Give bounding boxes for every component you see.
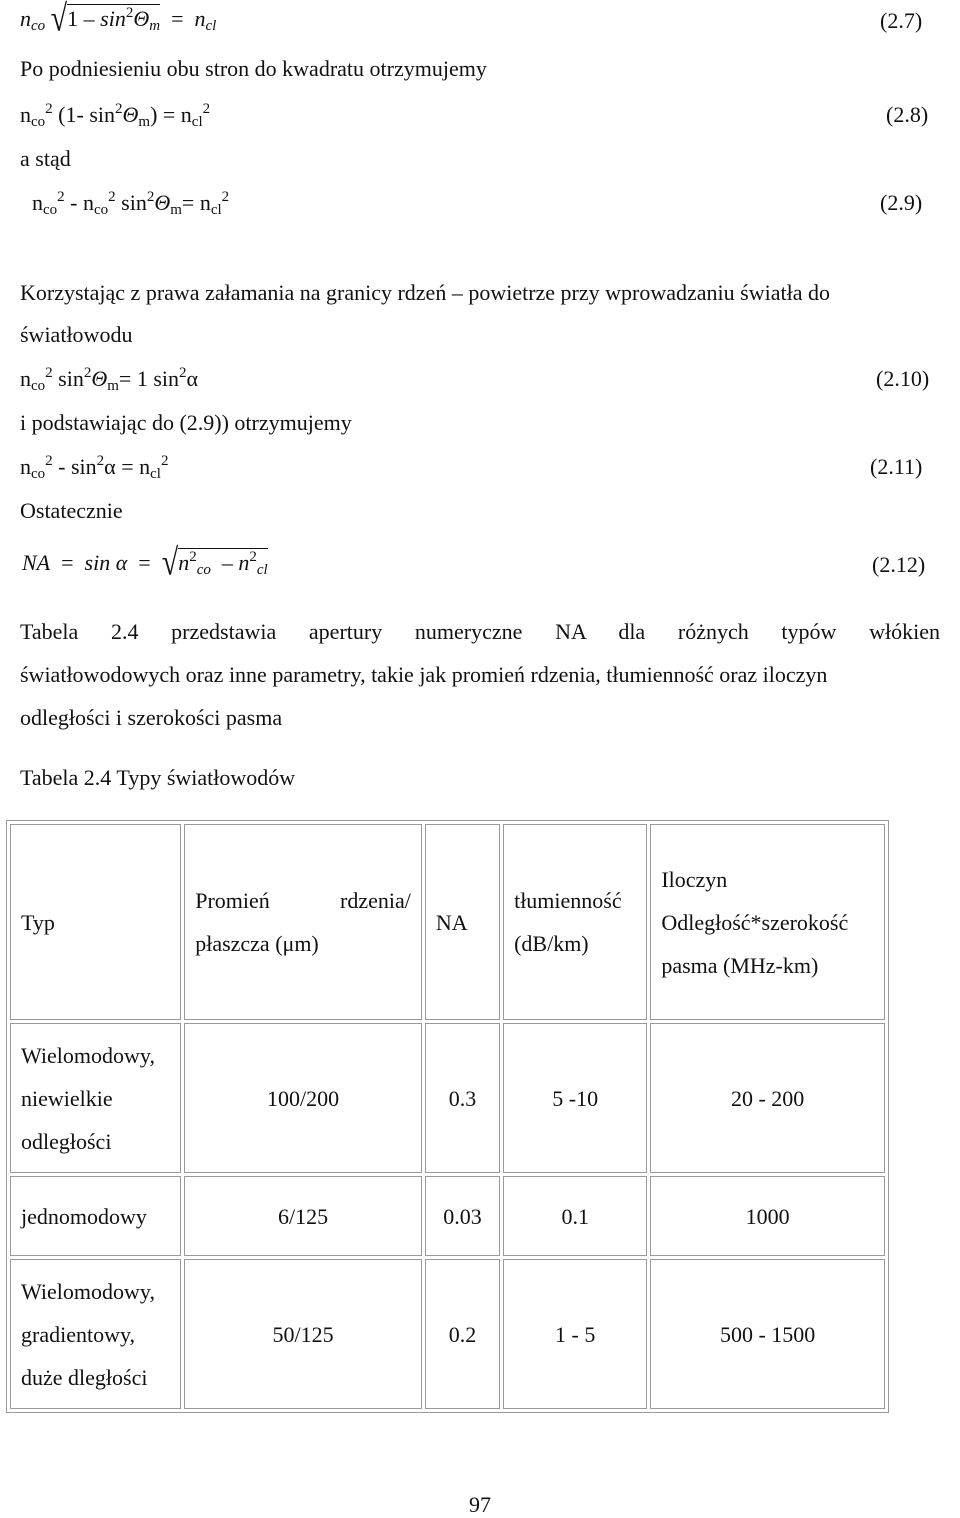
equation-number: (2.12)	[872, 552, 926, 577]
table-row	[10, 1023, 885, 1173]
table-caption: Tabela 2.4 Typy światłowodów	[20, 765, 296, 790]
header-attenuation: tłumienność (dB/km)	[503, 824, 647, 1020]
cell-radius: 50/125	[184, 1259, 422, 1409]
cell-type: Wielomodowy, gradientowy, duże dległości	[10, 1259, 181, 1409]
equation-number: (2.11)	[870, 454, 923, 479]
cell-type: Wielomodowy, niewielkie odległości	[10, 1023, 181, 1173]
body-text: Po podniesieniu obu stron do kwadratu otrzymujemy	[20, 56, 487, 81]
body-text: i podstawiając do (2.9)) otrzymujemy	[20, 410, 352, 435]
cell-radius: 100/200	[184, 1023, 422, 1173]
equation-number: (2.9)	[880, 190, 923, 215]
cell-product: 1000	[650, 1176, 885, 1256]
cell-attenuation: 1 - 5	[503, 1259, 647, 1409]
header-product-title: Iloczyn	[661, 866, 728, 892]
equation-2-12: NA = $\sin \alpha = √n^2_{co} - n^2_{cl}$	[22, 541, 268, 583]
cell-na: 0.2	[425, 1259, 500, 1409]
equation-number: (2.7)	[880, 8, 923, 33]
cell-na: 0.3	[425, 1023, 500, 1173]
page-number: 97	[469, 1492, 491, 1517]
equation-2-9: $n_{co}^2 - n_{co}^2$ $\sin^2\Theta_m= n_{cl}^2$	[32, 189, 230, 218]
paragraph-line: światłowodowych oraz inne parametry, takie jak promień rdzenia, tłumienność oraz iloczyn	[20, 662, 828, 687]
equation-number: (2.8)	[886, 102, 929, 127]
cell-type: jednomodowy	[10, 1176, 181, 1256]
cell-attenuation: 5 -10	[503, 1023, 647, 1173]
equation-2-10: $n_{co}^2$ $\sin^2\Theta_m= 1$ $\sin^2\alpha$	[20, 365, 199, 394]
equation-number: (2.10)	[876, 366, 930, 391]
body-text: światłowodu	[20, 322, 133, 347]
table-row	[10, 1176, 885, 1256]
table-row	[10, 1259, 885, 1409]
body-paragraph	[20, 610, 940, 739]
header-radius: Promień rdzenia/ płaszcza (μm)	[184, 824, 422, 1020]
equation-2-8: $n_{co}^2$ (1- $\sin^2\Theta_m) = n_{cl}^2$	[20, 101, 211, 130]
header-na: NA	[425, 824, 500, 1020]
paragraph-line: Tabela 2.4 przedstawia apertury numeryczne NA dla różnych typów włókien	[20, 619, 940, 644]
header-product-detail: Odległość*szerokość pasma (MHz-km)	[661, 909, 849, 978]
cell-attenuation: 0.1	[503, 1176, 647, 1256]
body-text: a stąd	[20, 146, 71, 171]
body-text: Ostatecznie	[20, 498, 123, 523]
table-header-row	[10, 824, 885, 1020]
cell-product: 20 - 200	[650, 1023, 885, 1173]
equation-2-7: $n_{co}$ $√1 - \sin^2\Theta_m = n_{cl}$	[20, 0, 217, 39]
fiber-types-table	[6, 820, 889, 1413]
cell-radius: 6/125	[184, 1176, 422, 1256]
cell-product: 500 - 1500	[650, 1259, 885, 1409]
header-type: Typ	[10, 824, 181, 1020]
body-text: Korzystając z prawa załamania na granicy rdzeń – powietrze przy wprowadzaniu światła do	[20, 280, 830, 305]
equation-2-11: $n_{co}^2 - \sin^2\alpha = n_{cl}^2$	[20, 453, 169, 482]
cell-na: 0.03	[425, 1176, 500, 1256]
header-product	[650, 824, 885, 1020]
paragraph-line: odległości i szerokości pasma	[20, 705, 283, 730]
